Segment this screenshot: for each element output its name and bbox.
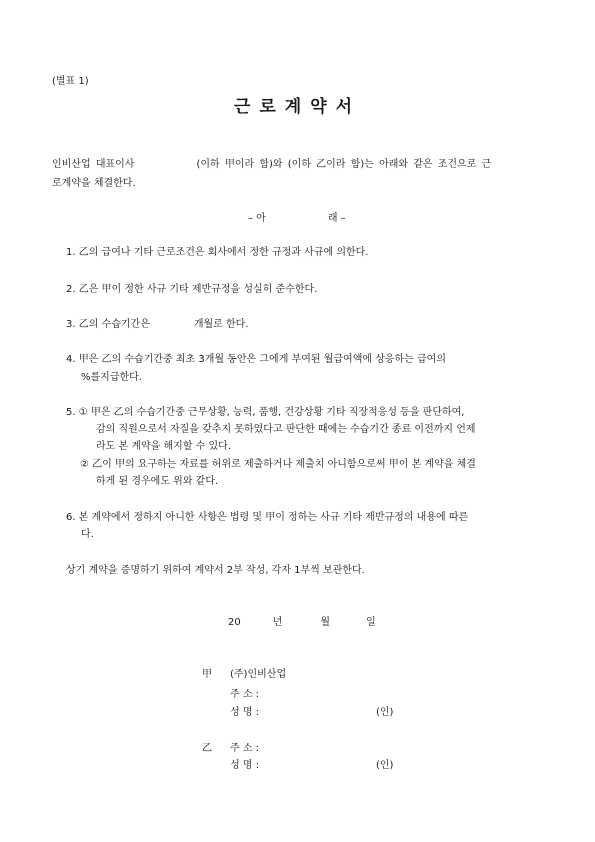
clause-6-line-2: 다. — [81, 529, 94, 540]
clause-3 — [66, 315, 249, 330]
center-heading-left: – 아 — [248, 213, 266, 224]
party-a-seal: (인) — [376, 707, 394, 718]
clause-5-2-line-1: ② 乙이 甲의 요구하는 자료를 허위로 제출하거나 제출치 아니함으로써 甲이 본 계약을 체결 — [80, 459, 476, 470]
closing-statement: 상기 계약을 증명하기 위하여 계약서 2부 작성, 각자 1부씩 보관한다. — [66, 565, 365, 576]
party-b-mark: 乙 — [202, 743, 212, 754]
center-heading — [248, 209, 346, 224]
annex-label: (별표 1) — [52, 76, 89, 87]
clause-5-1-line-2: 감의 직원으로서 자질을 갖추지 못하였다고 판단한 때에는 수습기간 종료 이전까지 언제 — [96, 424, 476, 435]
clause-6-line-1: 6. 본 계약에서 정하지 아니한 사항은 법령 및 甲이 정하는 사규 기타 제반규정의 내용에 따른 — [66, 512, 469, 523]
party-a-company: (주)인비산업 — [230, 669, 287, 680]
clause-1: 1. 乙의 급여나 기타 근로조건은 회사에서 정한 규정과 사규에 의한다. — [66, 247, 369, 258]
clause-2: 2. 乙은 甲이 정한 사규 기타 제반규정을 성실히 준수한다. — [66, 284, 318, 295]
date-day-label: 일 — [366, 617, 376, 628]
party-b-seal: (인) — [376, 760, 394, 771]
date-year-prefix: 20 — [228, 617, 241, 628]
clause-3-text-a: 3. 乙의 수습기간은 — [66, 319, 150, 330]
party-a-name-label: 성 명 : — [230, 707, 260, 718]
clause-5-1-line-3: 라도 본 계약을 해지할 수 있다. — [96, 441, 231, 452]
party-a-address-label: 주 소 : — [230, 689, 260, 700]
document-title: 근로계약서 — [233, 97, 362, 117]
intro-text: (이하 甲이라 함)와 (이하 乙이라 함)는 아래와 같은 조건으로 근 — [196, 159, 492, 170]
signing-date — [228, 613, 376, 628]
date-month-label: 월 — [320, 617, 331, 628]
intro-line-2: 로계약을 체결한다. — [52, 178, 136, 189]
clause-4-line-2: %를지급한다. — [81, 372, 142, 383]
employer-text: 인비산업 대표이사 — [52, 159, 135, 170]
party-b-name-label: 성 명 : — [230, 760, 260, 771]
clause-5-1-line-1: 5. ① 甲은 乙의 수습기간중 근무상황, 능력, 품행, 건강상황 기타 직장적응성 등을 판단하여, — [66, 407, 465, 418]
date-year-label: 년 — [272, 617, 283, 628]
clause-5-2-line-2: 하게 된 경우에도 위와 같다. — [96, 476, 219, 487]
party-a-mark: 甲 — [202, 669, 212, 680]
intro-line-1 — [52, 155, 491, 170]
party-b-address-label: 주 소 : — [230, 743, 260, 754]
clause-4-line-1: 4. 甲은 乙의 수습기간중 최초 3개월 동안은 그에게 부여된 월급여액에 상응하는 급여의 — [66, 354, 446, 365]
center-heading-right: 래 – — [327, 213, 346, 224]
clause-3-text-b: 개월로 한다. — [193, 319, 249, 330]
